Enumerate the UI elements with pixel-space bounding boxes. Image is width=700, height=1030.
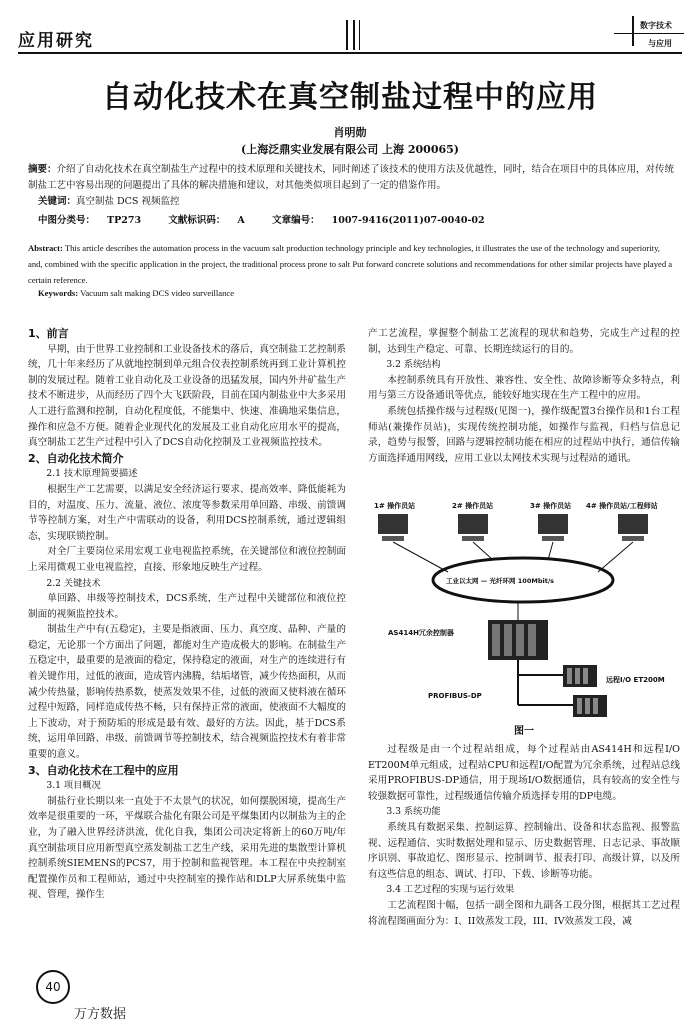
- journal-logo-line1: 数字技术: [640, 21, 672, 30]
- section-3-2-heading: 3.2 系统结构: [386, 359, 441, 371]
- article-no-label: 文章编号：: [272, 215, 320, 226]
- left-column: [28, 326, 346, 903]
- keywords-cn-text: 真空制盐 DCS 视频监控: [76, 196, 180, 207]
- section-label: 应用研究: [18, 31, 94, 51]
- system-architecture-figure: [368, 500, 680, 735]
- station-3: [538, 514, 568, 541]
- clc-value: TP273: [107, 215, 142, 226]
- doc-code-value: A: [237, 215, 245, 226]
- abstract-en: [28, 240, 676, 288]
- station-2-label: 2# 操作员站: [452, 502, 494, 510]
- right-column-bottom: [368, 742, 680, 929]
- station-1-label: 1# 操作员站: [374, 502, 416, 510]
- section-3-1-heading: 3.1 项目概况: [46, 780, 101, 792]
- section-2-2-paragraph-2: 制盐生产中有(五稳定)，主要是指液面、压力、真空度、晶种、产量的稳定，无论那一个方面出了问题，都能对生产造成极大的影响。在制盐生产五稳定中，最重要的是液面的稳定，保持稳定的液面，对生产的连续进行有着关键作用，过低的液面，造成管内沸腾，结垢堵管，减少传热面积，从而减少传热量，影响传热系数，使蒸发效果不佳，过低的液面又使料液在循环过程中短路，同样造成传热不畅，只有保持正常的液面，使液面不大幅度的上下波动，对于预防垢的形成是最有效、最好的方法。因此，基于DCS系统，运用单回路、串级、前馈调节等控制技术，结合视频监控技术有着非常重要的意义。: [28, 624, 346, 761]
- station-4-label: 4# 操作员站/工程师站: [586, 502, 658, 510]
- section-2-2-heading: 2.2 关键技术: [46, 577, 101, 589]
- section-2-heading: 2、自动化技术简介: [28, 451, 124, 465]
- doc-code-label: 文献标识码：: [168, 215, 226, 226]
- clc-label: 中图分类号：: [38, 215, 96, 226]
- continued-paragraph: 产工艺流程，掌握整个制盐工艺流程的现状和趋势，完成生产过程的控制，达到生产稳定、可靠、长期连续运行的目的。: [368, 328, 680, 355]
- section-3-3-paragraph: 系统具有数据采集、控制运算、控制输出、设备和状态监视、报警监视、远程通信、实时数据处理和显示、历史数据管理、日志记录、事故顺序识别、事故追忆、图形显示、控制调节、报表打印、高级计算，以及所有这些信息的组态、调试、打印、下载、诊断等功能。: [368, 821, 680, 880]
- network-label: 工业以太网 — 光纤环网 100Mbit/s: [446, 577, 555, 585]
- section-3-4-heading: 3.4 工艺过程的实现与运行效果: [386, 884, 515, 896]
- figure-caption: 图一: [514, 726, 534, 737]
- section-3-2-paragraph-3: 过程级是由一个过程站组成，每个过程站由AS414H和远程I/O ET200M单元组成，过程站CPU和远程I/O配置为冗余系统，过程站总线采用PROFIBUS-DP通信，用于现场I/O数据通信，具有较高的安全性与较强数据可靠性，过程级通信传输介质选择专用的DP电缆。: [368, 744, 680, 802]
- abstract-cn: [28, 162, 676, 210]
- section-2-1-heading: 2.1 技术原理简要描述: [46, 468, 138, 480]
- section-2-1-paragraph-2: 对全厂主要岗位采用宏观工业电视监控系统，在关键部位和液位控制面上采用微观工业电视监控，直接、形象地反映生产过程。: [28, 546, 346, 573]
- page-number: 40: [36, 970, 70, 1004]
- keywords-en-label: Keywords:: [38, 288, 79, 298]
- journal-logo-line2: 与应用: [648, 39, 672, 48]
- abstract-cn-text: 介绍了自动化技术在真空制盐生产过程中的技术原理和关键技术，同时阐述了该技术的使用方法及优越性，同时，结合在项目中的具体应用，对传统制盐工艺中容易出现的问题提出了具体的解决措施和建议，对其他类似项目起到了一定的借鉴作用。: [28, 164, 675, 191]
- section-1-heading: 1、前言: [28, 327, 69, 340]
- article-affiliation: (上海泛鼎实业发展有限公司 上海 200065): [241, 143, 459, 156]
- abstract-en-text: This article describes the automation process in the vacuum salt production technology principle and key technologies, it illustrates the use of the technology and superiority, and, combined with the specific application in the project, the traditional process prone to salt Put forward concrete solutions and recommendations for other similar projects have played a certain reference.: [28, 243, 673, 285]
- article-title: 自动化技术在真空制盐过程中的应用: [102, 80, 598, 115]
- keywords-cn-label: 关键词：: [38, 196, 77, 207]
- section-3-3-heading: 3.3 系统功能: [386, 806, 441, 818]
- station-3-label: 3# 操作员站: [530, 502, 572, 510]
- station-1: [378, 514, 408, 541]
- section-2-1-paragraph-1: 根据生产工艺需要，以满足安全经济运行要求、提高效率、降低能耗为目的，对温度、压力、流量、液位、浓度等参数采用单回路、串级、前馈调节等控制方案，对生产中需联动的设备，利用DCS控制系统，通过逻辑组态，实现联锁控制。: [28, 483, 346, 542]
- station-2: [458, 514, 488, 541]
- section-3-2-paragraph-1: 本控制系统具有开放性、兼容性、安全性、故障诊断等众多特点，利用与第三方设备通讯等优点，能较好地实现在生产工程中的应用。: [368, 374, 680, 402]
- station-4: [618, 514, 648, 541]
- article-no-value: 1007-9416(2011)07-0040-02: [331, 215, 485, 226]
- article-author: 肖明勋: [333, 126, 367, 139]
- remote-io-label: 远程I/O ET200M: [606, 676, 665, 684]
- keywords-en: [38, 288, 234, 298]
- abstract-cn-label: 摘要：: [28, 164, 57, 175]
- page-number-badge: [36, 980, 72, 1030]
- header-rule: [18, 52, 682, 54]
- section-1-paragraph: 早期，由于世界工业控制和工业设备技术的落后，真空制盐工艺控制系统，几十年来经历了从就地控制到单元组合仪表控制系统再到工业计算机控制的发展过程。随着工业自动化及工业设备的迅猛发展，国内外井矿盐生产技术不断进步，从而经历了四个大飞跃阶段，目前在国内制盐业中大多采用人工进行监测和控制，自动化程度低，不能集中、快速、准确地采集信息，操作和应急不方便。随着企业现代化的发展及工业自动化应用水平的提高，真空制盐工艺生产过程中引入了DCS自动化控制及工业视频监控技术。: [28, 343, 346, 449]
- section-3-heading: 3、自动化技术在工程中的应用: [28, 763, 179, 777]
- section-3-4-paragraph: 工艺流程图十幅，包括一副全图和九副各工段分图，根据其工艺过程将流程图画面分为：I、II效蒸发工段，III、IV效蒸发工段，减: [368, 899, 680, 927]
- wanfang-watermark: 万方数据: [74, 1007, 127, 1022]
- classification-meta: [38, 212, 509, 226]
- journal-logo: [600, 16, 684, 50]
- abstract-en-label: Abstract:: [28, 243, 63, 253]
- right-column-top: [368, 326, 680, 466]
- section-3-1-paragraph: 制盐行业长期以来一直处于不太景气的状况，如何摆脱困境，提高生产效率是很重要的一环，平煤联合盐化有限公司是平煤集团内以制盐为主的企业，为了融入世界经济洪流，优化自我，集团公司决定将新上的60万吨/年真空制盐项目应用新型真空蒸发制盐工艺生产线，采用先进的集散型计算机控制系统SIEMENS的PCS7，用于控制和监视管理。本工程在中央控制室配置操作员和工程师站，通过中央控制室的操作站和DLP大屏系统集中监视、管理，操作生: [28, 795, 346, 901]
- profibus-label: PROFIBUS-DP: [428, 692, 482, 700]
- header-divider-bars: [344, 20, 362, 50]
- section-3-2-paragraph-2: 系统包括操作级与过程级(见图一)，操作级配置3台操作员和1台工程师站(兼操作员站)，实现传统控制功能，如操作与监视，归档与信息记录，趋势与报警，回路与逻辑控制功能在相应的过程站中执行，通信传输方面选择通用网线，应用工业以太网技术实现与过程站的通讯。: [368, 405, 680, 464]
- keywords-en-text: Vacuum salt making DCS video surveillance: [80, 288, 235, 298]
- controller-label: AS414H冗余控制器: [388, 629, 454, 637]
- section-2-2-paragraph-1: 单回路、串级等控制技术，DCS系统，生产过程中关键部位和液位控制面的视频监控技术。: [28, 593, 346, 620]
